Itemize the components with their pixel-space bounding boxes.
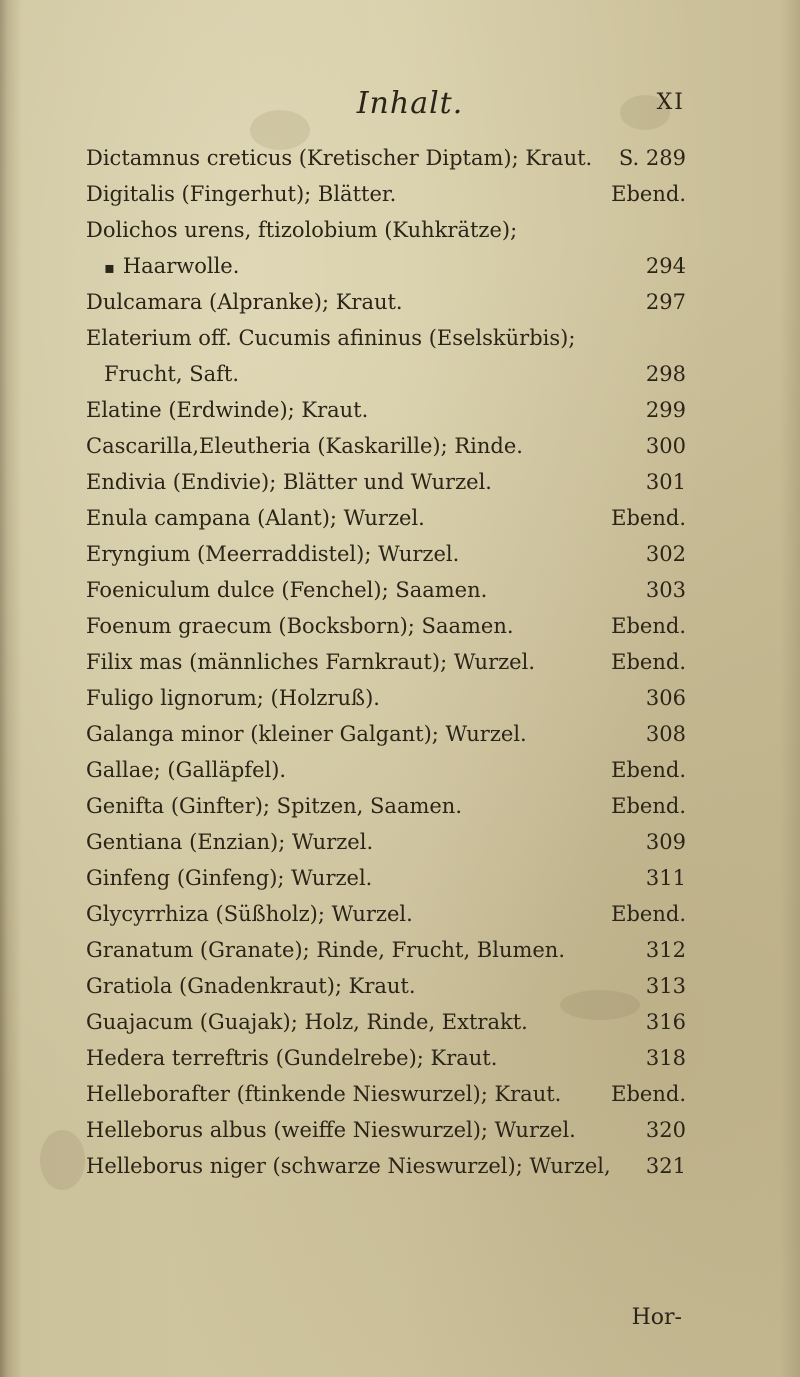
- list-item: [86, 176, 686, 212]
- list-item: [86, 644, 686, 680]
- entry-text: [86, 788, 462, 824]
- paper-stain: [40, 1130, 85, 1190]
- entry-label: Foenum graecum (Bocksborn); Saamen.: [86, 614, 514, 638]
- bullet-icon: ▪: [104, 258, 115, 277]
- entry-label: Guajacum (Guajak); Holz, Rinde, Extrakt.: [86, 1010, 528, 1034]
- entry-page: Ebend.: [611, 1082, 686, 1106]
- entry-text: [86, 932, 565, 968]
- entry-page: 309: [645, 830, 686, 854]
- list-item: [86, 464, 686, 500]
- entry-text: [86, 1076, 561, 1112]
- entry-text: [86, 716, 527, 752]
- entry-text: [86, 1112, 576, 1148]
- page-header: [0, 86, 800, 126]
- entry-label: Enula campana (Alant); Wurzel.: [86, 506, 425, 530]
- entry-page: 294: [645, 254, 686, 278]
- entry-label: Helleborafter (ftinkende Nieswurzel); Kraut.: [86, 1082, 562, 1106]
- page-title: Inhalt.: [356, 86, 464, 121]
- list-item: [86, 824, 686, 860]
- entry-page: 297: [645, 290, 686, 314]
- entry-page: 300: [645, 434, 686, 458]
- entry-page: 318: [645, 1046, 686, 1070]
- entry-page: 299: [645, 398, 686, 422]
- entry-text: [86, 1040, 497, 1076]
- entry-page: 301: [645, 470, 686, 494]
- entry-label: Granatum (Granate); Rinde, Frucht, Blumen.: [86, 938, 566, 962]
- list-item: [86, 608, 686, 644]
- entry-text: [86, 212, 517, 248]
- list-item: [86, 392, 686, 428]
- list-item: [86, 1004, 686, 1040]
- list-item: [86, 1112, 686, 1148]
- entry-text: [86, 140, 592, 176]
- entry-label: Haarwolle.: [122, 254, 240, 278]
- entry-page: 306: [645, 686, 686, 710]
- entry-page: 321: [645, 1154, 686, 1178]
- entry-page: Ebend.: [611, 902, 686, 926]
- entry-label: Galanga minor (kleiner Galgant); Wurzel.: [86, 722, 527, 746]
- entry-page: Ebend.: [611, 182, 686, 206]
- entry-page: 316: [645, 1010, 686, 1034]
- list-item: [86, 788, 686, 824]
- list-item: [86, 320, 686, 356]
- entry-page: 313: [645, 974, 686, 998]
- entry-text: [86, 176, 396, 212]
- entry-page: 298: [645, 362, 686, 386]
- list-item: [86, 860, 686, 896]
- entry-page: Ebend.: [611, 794, 686, 818]
- entry-label: Genifta (Ginfter); Spitzen, Saamen.: [86, 794, 463, 818]
- list-item: [86, 140, 686, 176]
- entry-text: [86, 464, 492, 500]
- entry-text: [86, 752, 286, 788]
- entry-page: 320: [645, 1118, 686, 1142]
- entry-text: [86, 824, 373, 860]
- entry-label: Filix mas (männliches Farnkraut); Wurzel.: [86, 650, 535, 674]
- entry-text: [86, 680, 380, 716]
- entry-page: 303: [645, 578, 686, 602]
- entry-label: Endivia (Endivie); Blätter und Wurzel.: [86, 470, 492, 494]
- entry-text: [86, 860, 372, 896]
- entry-label: Eryngium (Meerraddistel); Wurzel.: [86, 542, 460, 566]
- list-item: [86, 212, 686, 248]
- entry-page: Ebend.: [611, 506, 686, 530]
- entry-label: Hedera terreftris (Gundelrebe); Kraut.: [86, 1046, 498, 1070]
- entry-text: [86, 896, 413, 932]
- entry-text: [104, 248, 239, 286]
- entry-label: Gentiana (Enzian); Wurzel.: [86, 830, 374, 854]
- entry-label: Ginfeng (Ginfeng); Wurzel.: [86, 866, 373, 890]
- entry-text: [86, 1148, 611, 1184]
- entry-label: Foeniculum dulce (Fenchel); Saamen.: [86, 578, 488, 602]
- list-item: [86, 1076, 686, 1112]
- entry-label: Glycyrrhiza (Süßholz); Wurzel.: [86, 902, 413, 926]
- list-item: [86, 680, 686, 716]
- entry-label: Fuligo lignorum; (Holzruß).: [86, 686, 380, 710]
- entry-page: S. 289: [618, 146, 686, 170]
- entry-text: [104, 356, 239, 392]
- entry-text: [86, 536, 459, 572]
- entry-label: Helleborus albus (weiffe Nieswurzel); Wurzel.: [86, 1118, 576, 1142]
- entry-label: Cascarilla,Eleutheria (Kaskarille); Rinde.: [86, 434, 523, 458]
- entry-label: Digitalis (Fingerhut); Blätter.: [86, 182, 397, 206]
- list-item: [86, 752, 686, 788]
- list-item: [86, 572, 686, 608]
- entry-label: Elatine (Erdwinde); Kraut.: [86, 398, 369, 422]
- entry-text: [86, 1004, 528, 1040]
- entry-label: Dictamnus creticus (Kretischer Diptam); Kraut.: [86, 146, 593, 170]
- entry-text: [86, 284, 403, 320]
- entry-label: Helleborus niger (schwarze Nieswurzel); Wurzel,: [86, 1154, 611, 1178]
- list-item: [86, 1040, 686, 1076]
- entry-text: [86, 608, 514, 644]
- entry-label: Gratiola (Gnadenkraut); Kraut.: [86, 974, 416, 998]
- list-item: [86, 356, 686, 392]
- page-number: XI: [656, 90, 685, 115]
- entry-page: Ebend.: [611, 614, 686, 638]
- list-item: [86, 968, 686, 1004]
- entry-page: Ebend.: [611, 650, 686, 674]
- entry-label: Frucht, Saft.: [104, 362, 240, 386]
- entry-text: [86, 572, 487, 608]
- entry-page: Ebend.: [611, 758, 686, 782]
- entry-page: 312: [645, 938, 686, 962]
- list-item: [86, 248, 686, 284]
- list-item: [86, 428, 686, 464]
- entry-label: Dulcamara (Alpranke); Kraut.: [86, 290, 403, 314]
- list-item: [86, 500, 686, 536]
- list-item: [86, 1148, 686, 1184]
- entry-text: [86, 968, 416, 1004]
- list-item: [86, 896, 686, 932]
- entry-text: [86, 392, 368, 428]
- entry-text: [86, 500, 425, 536]
- catchword: Hor-: [631, 1305, 682, 1330]
- entry-page: 302: [645, 542, 686, 566]
- entry-label: Gallae; (Galläpfel).: [86, 758, 287, 782]
- entry-label: Dolichos urens, ftizolobium (Kuhkrätze);: [86, 218, 518, 242]
- entry-text: [86, 320, 575, 356]
- list-item: [86, 932, 686, 968]
- list-item: [86, 536, 686, 572]
- entry-text: [86, 644, 535, 680]
- entry-text: [86, 428, 523, 464]
- entry-page: 311: [645, 866, 686, 890]
- entry-page: 308: [645, 722, 686, 746]
- list-item: [86, 716, 686, 752]
- list-item: [86, 284, 686, 320]
- entry-label: Elaterium off. Cucumis afininus (Eselskürbis);: [86, 326, 576, 350]
